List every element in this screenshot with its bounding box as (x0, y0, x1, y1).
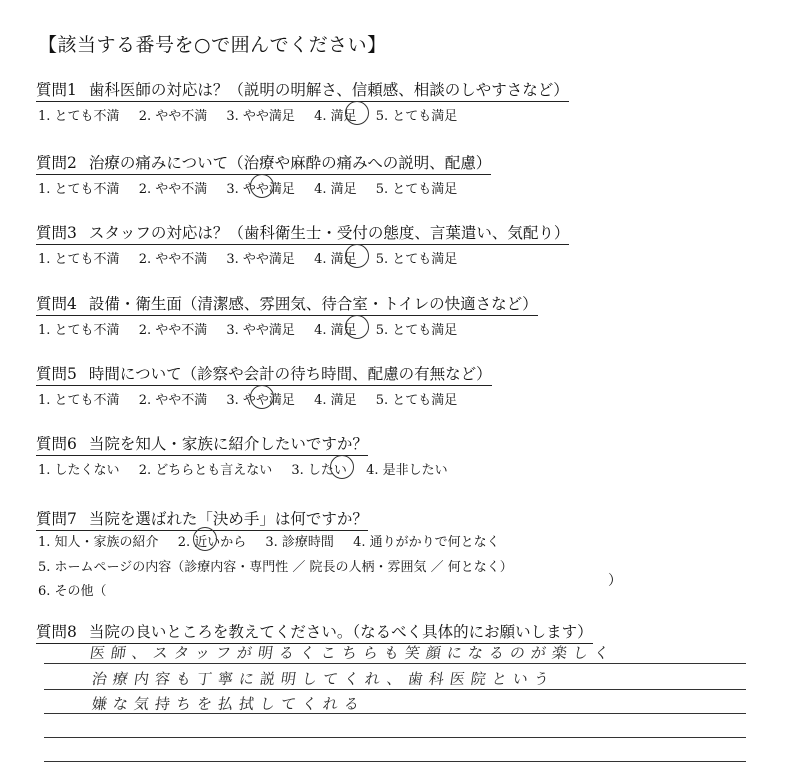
q7-option-2[interactable]: 2. 近いから (177, 535, 247, 550)
q2-option-4[interactable]: 4. 満足 (314, 182, 357, 197)
question-8-heading (36, 620, 593, 644)
q4-option-1[interactable]: 1. とても不満 (38, 323, 120, 338)
question-3-text: スタッフの対応は？（歯科衛生士・受付の態度、言葉遣い、気配り） (88, 224, 570, 242)
answer-line-2 (44, 689, 746, 690)
q6-option-2[interactable]: 2. どちらとも言えない (138, 463, 273, 478)
q2-option-1[interactable]: 1. とても不満 (38, 182, 120, 197)
q5-option-1[interactable]: 1. とても不満 (38, 393, 120, 408)
question-4-options (38, 319, 472, 338)
question-4-heading (36, 292, 538, 316)
q2-option-2[interactable]: 2. やや不満 (138, 182, 208, 197)
question-1-options (38, 105, 472, 124)
question-8-number: 質問8 (36, 623, 77, 641)
q7-option-6[interactable]: 6. その他（ (38, 584, 107, 599)
question-5-text: 時間について（診察や会計の待ち時間、配慮の有無など） (88, 365, 492, 383)
answer-line-5 (44, 761, 746, 762)
q3-selection-circle (345, 244, 369, 268)
q1-option-5[interactable]: 5. とても満足 (375, 109, 458, 124)
q6-option-3[interactable]: 3. したい (291, 463, 347, 478)
q7-option-3[interactable]: 3. 診療時間 (265, 535, 334, 550)
q4-option-2[interactable]: 2. やや不満 (138, 323, 208, 338)
handwritten-answer-line-1: 医師、スタッフが明るくこちらも笑顔になるのが楽しく (88, 644, 617, 662)
q6-option-4[interactable]: 4. 是非したい (366, 463, 448, 478)
question-5-number: 質問5 (36, 365, 77, 383)
question-1-text: 歯科医師の対応は？（説明の明解さ、信頼感、相談のしやすさなど） (88, 81, 569, 99)
question-2-number: 質問2 (36, 154, 77, 172)
q6-option-1[interactable]: 1. したくない (38, 463, 120, 478)
question-3-heading (36, 221, 569, 245)
q2-selection-circle (250, 174, 274, 198)
question-5-heading (36, 362, 492, 386)
answer-line-1 (44, 663, 746, 664)
q3-option-5[interactable]: 5. とても満足 (375, 252, 458, 267)
question-3-number: 質問3 (36, 224, 77, 242)
q7-option-5[interactable]: 5. ホームページの内容（診療内容・専門性 ／ 院長の人柄・雰囲気 ／ 何となく） (38, 560, 513, 575)
handwritten-answer-line-3: 嫌な気持ちを払拭してくれる (90, 695, 367, 713)
q1-option-2[interactable]: 2. やや不満 (138, 109, 208, 124)
question-7-options (38, 531, 515, 550)
handwritten-answer-line-2: 治療内容も丁寧に説明してくれ、歯科医院という (90, 670, 557, 688)
q3-option-1[interactable]: 1. とても不満 (38, 252, 120, 267)
q5-option-3[interactable]: 3. やや満足 (226, 393, 295, 408)
q4-selection-circle (345, 315, 369, 339)
question-8-text: 当院の良いところを教えてください。（なるべく具体的にお願いします） (88, 623, 593, 641)
q3-option-4[interactable]: 4. 満足 (314, 252, 357, 267)
q1-option-4[interactable]: 4. 満足 (314, 109, 357, 124)
question-4-number: 質問4 (36, 295, 77, 313)
question-7-text: 当院を選ばれた「決め手」は何ですか？ (88, 510, 368, 528)
q2-option-5[interactable]: 5. とても満足 (375, 182, 458, 197)
answer-line-4 (44, 737, 746, 738)
question-2-text: 治療の痛みについて（治療や麻酔の痛みへの説明、配慮） (88, 154, 492, 172)
q3-option-2[interactable]: 2. やや不満 (138, 252, 208, 267)
q7-other-close-paren: ） (608, 573, 622, 589)
q7-option-1[interactable]: 1. 知人・家族の紹介 (38, 535, 159, 550)
question-1-number: 質問1 (36, 81, 77, 99)
q1-selection-circle (345, 101, 369, 125)
q7-selection-circle (193, 527, 217, 551)
q3-option-3[interactable]: 3. やや満足 (226, 252, 295, 267)
question-6-number: 質問6 (36, 435, 77, 453)
q5-selection-circle (250, 385, 274, 409)
question-4-text: 設備・衛生面（清潔感、雰囲気、待合室・トイレの快適さなど） (88, 295, 538, 313)
q5-option-2[interactable]: 2. やや不満 (138, 393, 208, 408)
question-1-heading (36, 78, 569, 102)
q4-option-3[interactable]: 3. やや満足 (226, 323, 295, 338)
question-6-text: 当院を知人・家族に紹介したいですか？ (88, 435, 368, 453)
question-7-number: 質問7 (36, 510, 77, 528)
question-3-options (38, 248, 472, 267)
q2-option-3[interactable]: 3. やや満足 (226, 182, 295, 197)
q1-option-1[interactable]: 1. とても不満 (38, 109, 120, 124)
q4-option-4[interactable]: 4. 満足 (314, 323, 357, 338)
page-title: 【該当する番号を○で囲んでください】 (38, 34, 387, 56)
question-6-heading (36, 432, 368, 456)
question-6-options (38, 459, 463, 478)
q1-option-3[interactable]: 3. やや満足 (226, 109, 295, 124)
q5-option-4[interactable]: 4. 満足 (314, 393, 357, 408)
q7-option-4[interactable]: 4. 通りがかりで何となく (353, 535, 500, 550)
q6-selection-circle (330, 455, 354, 479)
q5-option-5[interactable]: 5. とても満足 (375, 393, 458, 408)
q4-option-5[interactable]: 5. とても満足 (375, 323, 458, 338)
question-2-heading (36, 151, 491, 175)
